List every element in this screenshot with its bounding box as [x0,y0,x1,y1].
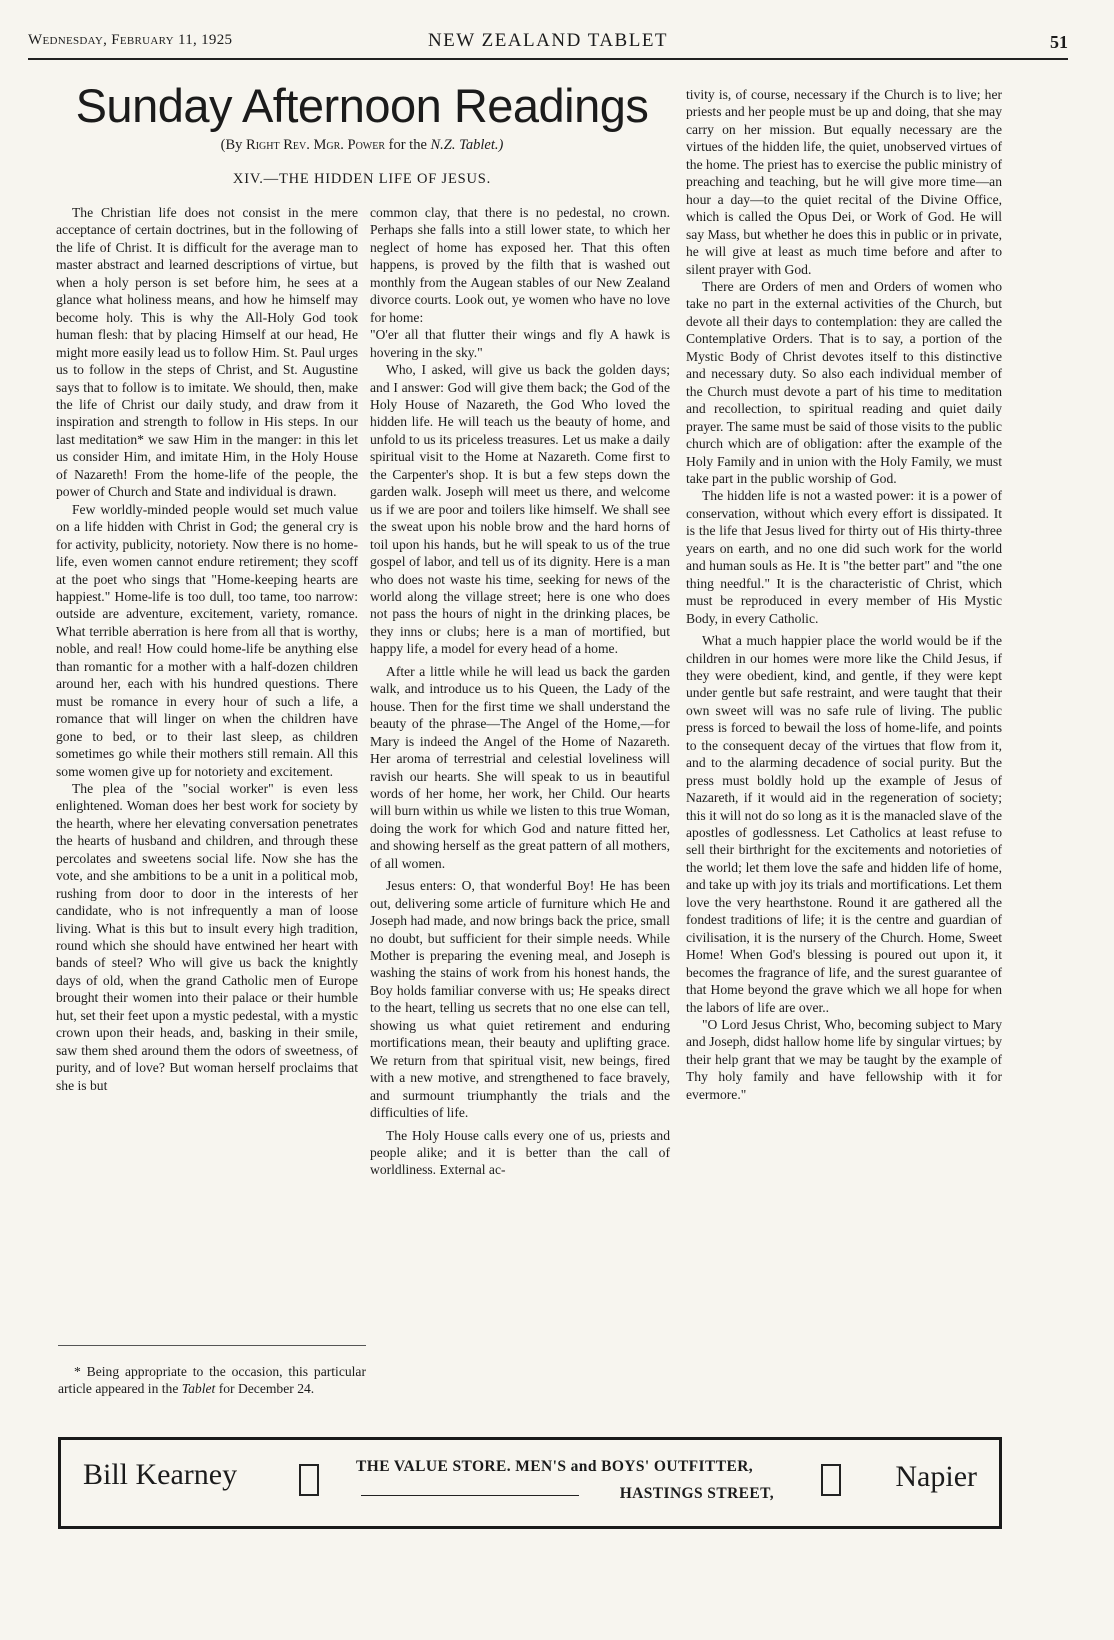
paragraph: Jesus enters: O, that wonderful Boy! He has been out, delivering some article of furniture which He and Joseph had made, and now brings back the price, small no doubt, but sufficient for their simple needs. While Mother is preparing the evening meal, and Joseph is washing the stains of work from his honest hands, the Boy holds familiar converse with us; He speaks direct to the heart, telling us secrets that no one else can tell, showing us what quiet retirement and enduring mortifications mean, their beauty and uplifting grace. We return from that spiritual visit, new beings, fired with a new motive, and strengthened to face bravely, and surmount triumphantly the trials and the difficulties of life. [370,878,670,1121]
paragraph: The plea of the "social worker" is even less enlightened. Woman does her best work for society by the hearth, where her elevating conversation penetrates the hearts of husband and children, and through these percolates and sweetens social life. Now she has the vote, and she ambitions to be a unit in a political mob, rushing from door to door in the interests of her candidate, who is not infrequently a man of loose living. What is this but to insult every high tradition, round which she should have entwined her heart with bands of steel? Who will give us back the knightly days of old, when the grand Catholic men of Europe brought their women into their palace or their humble hut, set their feet upon a mystic pedestal, with a mystic crown upon their heads, and, basking in their smile, saw them shed around them the odors of sweetness, of purity, and of love? But woman herself proclaims that she is but [56,780,358,1093]
footnote [58,1363,366,1397]
column-1 [56,204,358,1094]
page-number: 51 [1050,32,1068,52]
paragraph: The Christian life does not consist in the mere acceptance of certain doctrines, but in the following of the life of Christ. It is difficult for the average man to master abstract and learned descriptions of virtue, but when a holy person is set before him, he sees at a glance what holiness means, and how he himself may become holy. This is why the All-Holy God took human flesh: that by placing Himself at our head, He might more easily lead us to follow Him. St. Paul urges us to follow in the steps of Christ, and St. Augustine says that to follow is to imitate. We should, then, make the life of Christ our daily study, and draw from it inspiration and strength to follow in His steps. In our last meditation* we saw Him in the manger: in this let us consider Him, and imitate Him, in the Holy House of Nazareth! From the home-life of the people, the power of Church and State and individual is drawn. [56,205,358,500]
ad-right-name: Napier [895,1460,977,1493]
ad-left-name: Bill Kearney [83,1458,238,1491]
paragraph: The hidden life is not a wasted power: it is a power of conservation, without which every effort is dissipated. It is the life that Jesus lived for thirty out of His thirty-three years on earth, and no one did such work for the world and human souls as He. It is "the better part" and "the one thing needful." It is the characteristic of Christ, which must be reproduced in every member of His Mystic Body, in every Catholic. [686,488,1002,626]
paragraph: There are Orders of men and Orders of women who take no part in the external activities of the Church, but devote all their days to contemplation: they are called the Contemplative Orders. That is to say, a portion of the Mystic Body of Christ devotes itself to this distinctive and necessary duty. So also each individual member of the Church must devote a part of his time to meditation and recollection, to spiritual reading and quiet daily prayer. The same must be said of those visits to the public church which are of obligation: after the example of the Holy Family and in union with the Holy Family, we must take part in the public worship of God. [686,278,1002,486]
closing-prayer: "O Lord Jesus Christ, Who, becoming subject to Mary and Joseph, didst hallow home life by singular virtues; by their help grant that we may be taught by the example of Thy holy family and have fellowship with it for evermore." [686,1017,1002,1102]
footnote-text-a: * Being appropriate to the occasion, this particular article appeared in the [58,1364,366,1396]
paragraph: The Holy House calls every one of us, priests and people alike; and it is better than the call of worldliness. External ac- [370,1127,670,1178]
article-subhead: XIV.—THE HIDDEN LIFE OF JESUS. [232,171,492,187]
byline-publication: N.Z. Tablet.) [430,137,504,153]
ad-line-1: THE VALUE STORE. MEN'S and BOYS' OUTFITTER, [356,1458,754,1475]
column-2 [370,204,670,1179]
paragraph: Who, I asked, will give us back the golden days; and I answer: God will give them back; the God of the Holy House of Nazareth, the God Who loved the hidden life. He will teach us the beauty of home, and unfold to us its priceless treasures. Let us make a daily spiritual visit to the Home at Nazareth. Come first to the Carpenter's shop. It is but a few steps down the garden walk. Joseph will meet us there, and welcome us if we are poor and toilers like himself. We shall see the sweat upon his noble brow and the hard horns of toil upon his hands, but he will speak to us of the true gospel of labor, and tell us of its dignity. Here is a man who does not waste his time, seeking for news of the world along the village street; here is one who does not pass the hours of night in the drinking places, be they inns or clubs; here is a man of mortified, but happy life, a model for every head of a home. [370,362,670,657]
header-date: Wednesday, February 11, 1925 [28,32,233,48]
footnote-text [58,1363,366,1397]
column-3 [686,86,1002,1103]
paragraph: common clay, that there is no pedestal, no crown. Perhaps she falls into a still lower state, to which her neglect of home has exposed her. That this often happens, is proved by the filth that is washed out monthly from the Augean stables of our New Zealand divorce courts. Look out, ye women who have no love for home: [370,205,670,325]
ad-square-ornament [821,1464,841,1496]
paragraph: What a much happier place the world would be if the children in our homes were more like the Child Jesus, if they were obedient, kind, and gentle, if they were kept under gentle but safe restraint, and were taught that their own sweet will was no safe rule of living. The public press is forced to bewail the loss of home-life, and points to the consequent decay of the virtues that flow from it, and to the alarming decadence of social purity. But the press must boldly hold up the example of Jesus of Nazareth, if it would aid in the regeneration of society; this it will not do so long as it is the manacled slave of the apostles of godlessness. Let Catholics at least refuse to sell their birthright for the excitements and notorieties of the world; let them love the safe and hidden life of home, and take up with joy its trials and mortifications. Let them love the very hearthstone. Round it are gathered all the fondest traditions of life; it is the centre and guardian of civilisation, it is the nursery of the Church. Home, Sweet Home! When God's blessing is poured out upon it, it becomes the fragrance of life, and the surest guarantee of that Home beyond the grave which we all hope for when the labors of life are over.. [686,633,1002,1015]
article-title: Sunday Afternoon Readings [75,79,649,132]
article-byline [56,137,668,154]
header-publication: NEW ZEALAND TABLET [427,30,669,51]
byline-suffix: for the [385,137,431,153]
paragraph: After a little while he will lead us back the garden walk, and introduce us to his Queen, the Lady of the house. Then for the first time we shall understand the beauty of the phrase—The Angel of the Home,—for Mary is indeed the Angel of the Home of Nazareth. Her aroma of terrestrial and celestial loveliness will ravish our hearts. She will speak to us in beautiful words of her home, her work, her Child. Our hearts will burn within us while we listen to this true Woman, doing the work for which God and nature fitted her, and showing herself as the great pattern of all mothers, of all women. [370,663,670,871]
ad-line-2: HASTINGS STREET, [619,1485,774,1502]
footnote-rule [58,1345,366,1346]
page-header [28,30,1068,60]
paragraph: tivity is, of course, necessary if the Church is to live; her priests and her people must be up and doing, that she may carry on her mission. But equally necessary are the virtues of the hidden life, the quiet, unobserved virtues of the home. The priest has to exercise the public ministry of preaching and teaching, but he will give more time—an hour a day—to the quiet recital of the Divine Office, which is called the Opus Dei, or Work of God. He will say Mass, but whether he does this in public or in private, he will give at least as much time before and after to silent prayer with God. [686,87,1002,277]
advertisement-box [58,1437,1002,1529]
verse-quote: "O'er all that flutter their wings and fly A hawk is hovering in the sky." [370,327,670,360]
paragraph: Few worldly-minded people would set much value on a life hidden with Christ in God; the general cry is for activity, publicity, notoriety. Now there is no home-life, even women cannot endure retirement; they scoff at the poet who sings that "Home-keeping hearts are happiest." Home-life is too dull, too tame, too narrow: outside are adventure, excitement, variety, romance. What terrible aberration is here from all that is worthy, noble, and real! How could home-life be anything else than romantic for a mother with a half-dozen children around her, each with his hundred questions. There must be romance in every hour of such a life, a romance that will linger on when the children have gone to bed, or to their last sleep, as children sometimes go while their mothers still remain. All this some women give up for notoriety and excitement. [56,501,358,779]
byline-author: Right Rev. Mgr. Power [246,137,386,153]
byline-prefix: (By [220,137,247,153]
ad-square-ornament [299,1464,319,1496]
footnote-italic: Tablet [181,1381,216,1396]
footnote-text-b: for December 24. [215,1381,315,1396]
